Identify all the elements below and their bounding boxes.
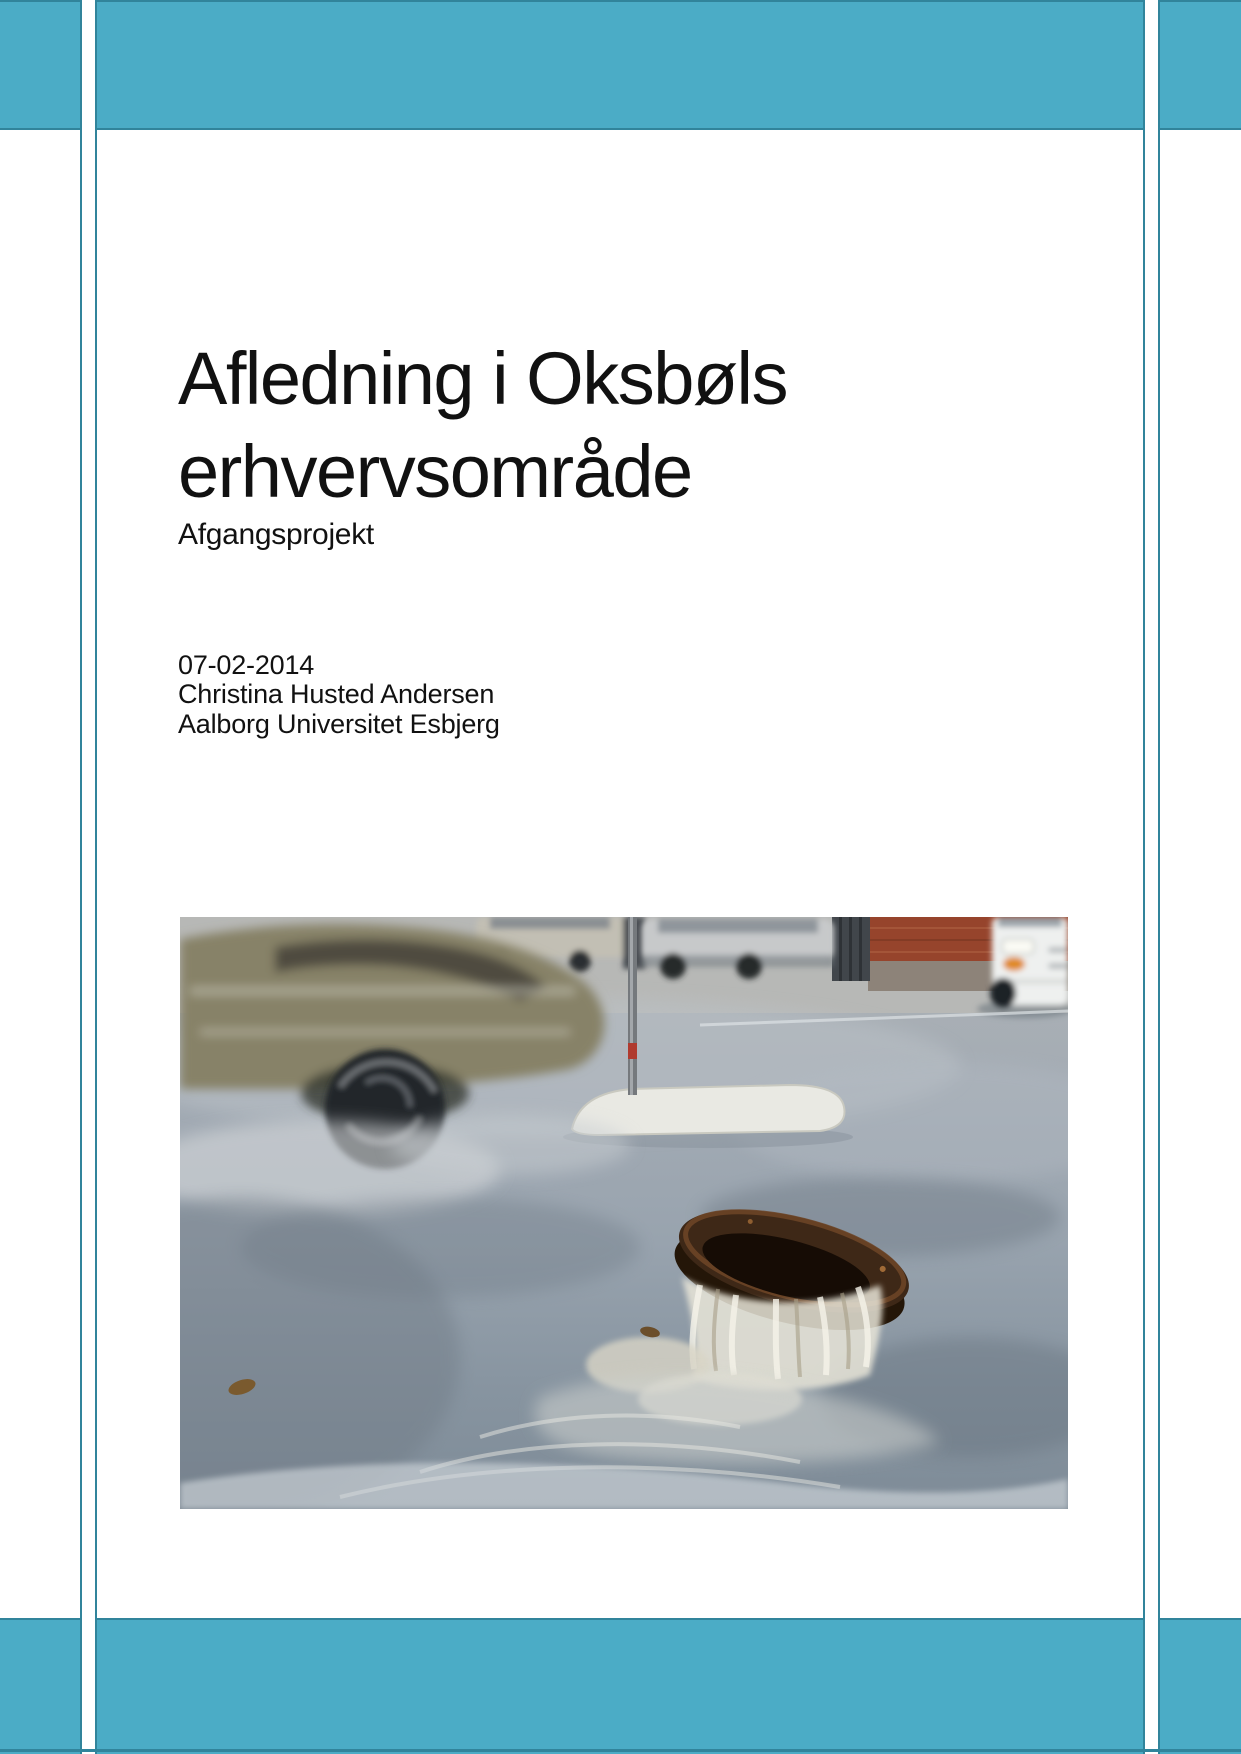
left-gutter (82, 0, 95, 1754)
left-outer-rule (80, 0, 82, 1754)
institution-line: Aalborg Universitet Esbjerg (178, 708, 500, 739)
date-line: 07-02-2014 (178, 650, 315, 680)
slat-door (832, 917, 870, 981)
author-line: Christina Husted Andersen (178, 679, 495, 710)
document-title (178, 332, 938, 518)
bottom-rule (0, 1749, 1241, 1752)
road-spray-2 (390, 1115, 630, 1175)
bottom-accent-band (0, 1618, 1241, 1754)
document-subtitle: Afgangsprojekt (178, 518, 374, 551)
left-inner-rule (95, 0, 97, 1754)
title-line-1: Afledning i Oksbøls (178, 337, 787, 420)
top-accent-band (0, 0, 1241, 130)
right-gutter (1145, 0, 1158, 1754)
document-meta (178, 651, 878, 739)
right-outer-rule (1158, 0, 1160, 1754)
title-line-2: erhvervsområde (178, 430, 692, 513)
cover-photo (180, 917, 1068, 1509)
right-inner-rule (1143, 0, 1145, 1754)
